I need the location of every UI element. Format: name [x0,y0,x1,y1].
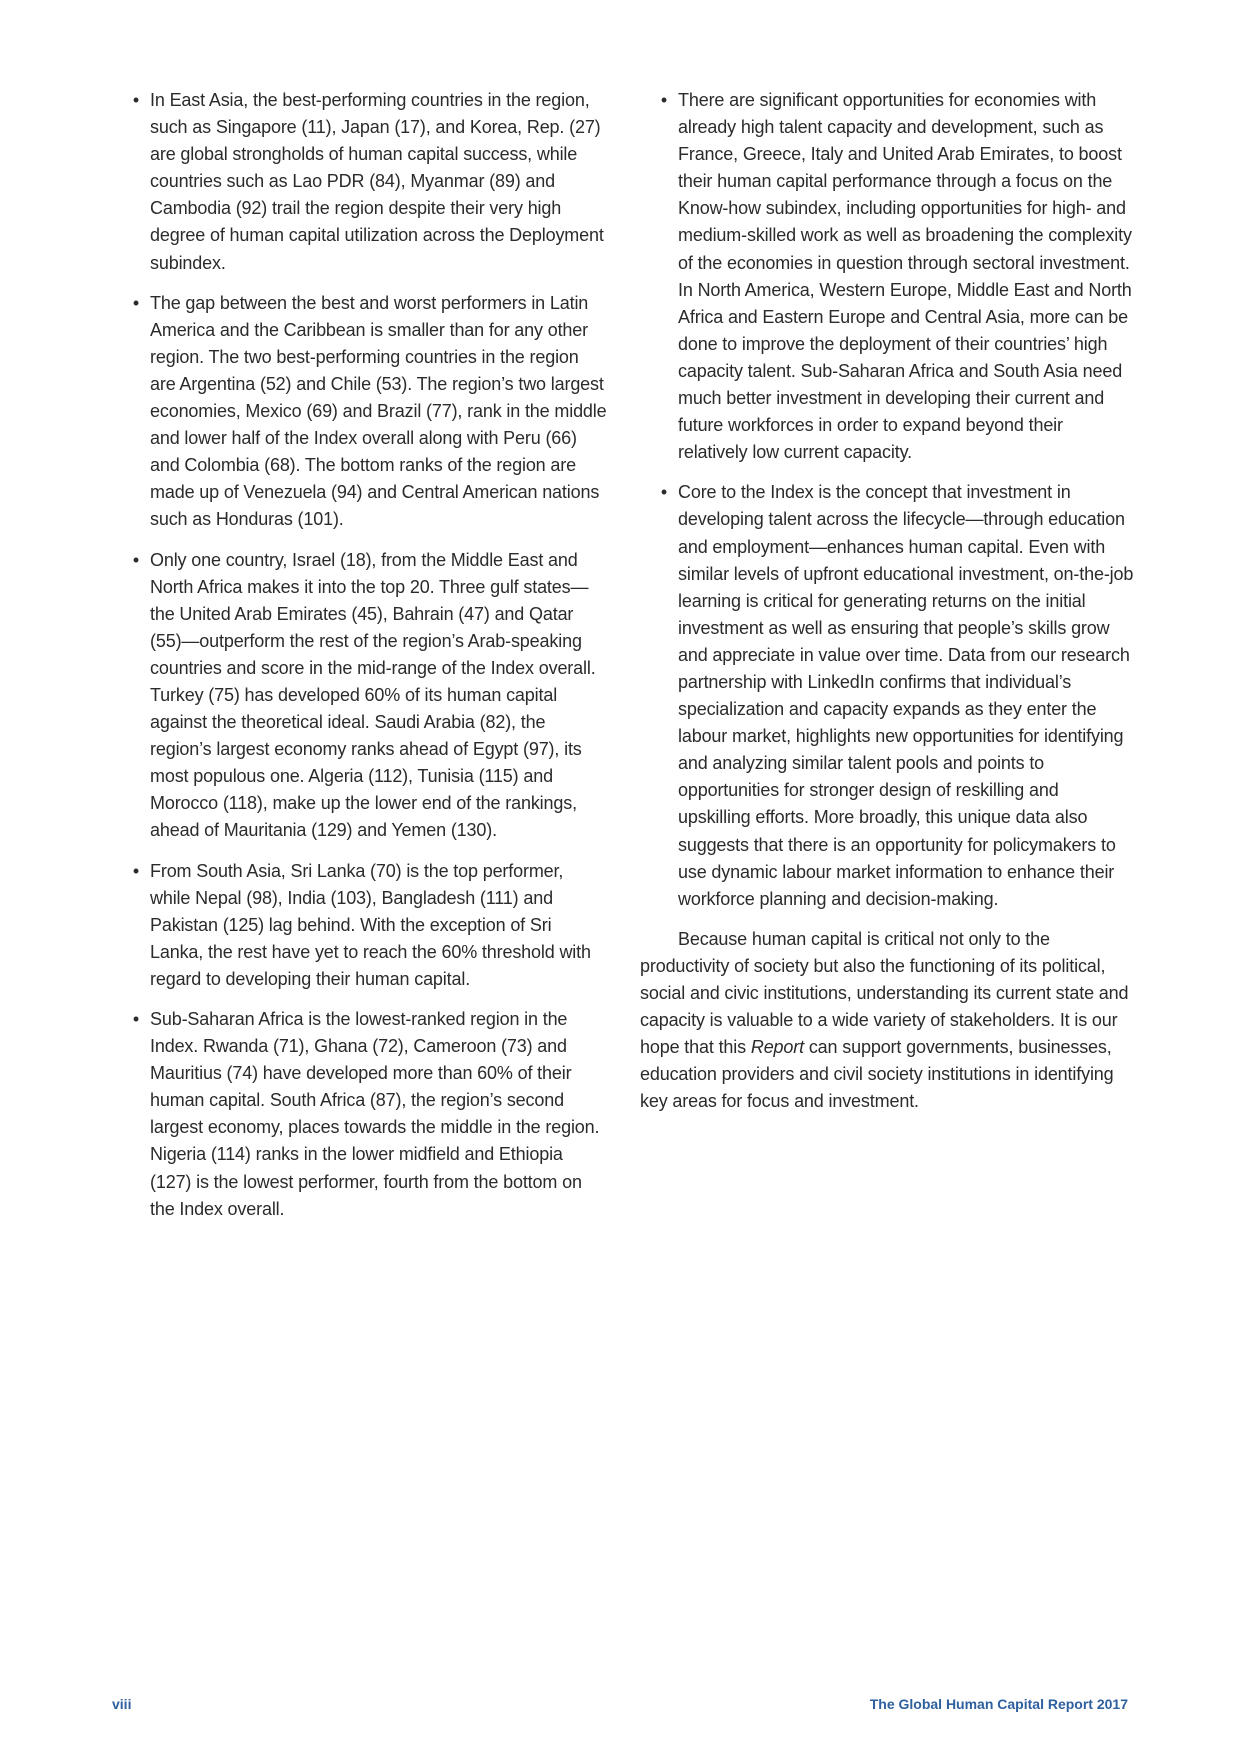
report-title-footer: The Global Human Capital Report 2017 [869,1696,1128,1712]
list-item-text: From South Asia, Sri Lanka (70) is the top performer, while Nepal (98), India (103), Bangladesh (111) and Pakistan (125) lag behind. With the exception of Sri Lanka, the rest have yet to reach the 60% threshold with regard to developing their human capital. [150,860,591,989]
list-item-text: Sub-Saharan Africa is the lowest-ranked region in the Index. Rwanda (71), Ghana (72), Cameroon (73) and Mauritius (74) have developed more than 60% of their human capital. South Africa (87), the region’s second largest economy, places towards the middle in the region. Nigeria (114) ranks in the lower midfield and Ethiopia (127) is the lowest performer, fourth from the bottom on the Index overall. [150,1009,600,1219]
report-italic: Report [750,1037,804,1058]
bullet-icon: • [132,292,140,313]
bullet-icon: • [132,549,140,570]
list-item-text: Only one country, Israel (18), from the Middle East and North Africa makes it into the top 20. Three gulf states—the United Arab Emirates (45), Bahrain (47) and Qatar (55)—outperform the rest of the region’s Arab-speaking countries and score in the mid-range of the Index overall. Turkey (75) has developed 60% of its human capital against the theoretical ideal. Saudi Arabia (82), the region’s largest economy ranks ahead of Egypt (97), its most populous one. Algeria (112), Tunisia (115) and Morocco (118), make up the lower end of the rankings, ahead of Mauritania (129) and Yemen (130). [150,549,596,841]
list-item-opportunities [640,87,1135,466]
page-number: viii [112,1696,132,1712]
left-bullet-list [130,87,608,1223]
list-item-south-asia [130,858,608,993]
list-item-middle-east [130,547,608,845]
bullet-icon: • [132,1009,140,1029]
bullet-icon: • [132,860,140,881]
closing-paragraph [640,926,1135,1116]
bullet-icon: • [132,90,140,110]
right-bullet-list [640,87,1135,913]
list-item-east-asia [130,87,608,277]
list-item-text: The gap between the best and worst performers in Latin America and the Caribbean is smaller than for any other region. The two best-performing countries in the region are Argentina (52) and Chile (53). The region’s two largest economies, Mexico (69) and Brazil (77), rank in the middle and lower half of the Index overall along with Peru (66) and Colombia (68). The bottom ranks of the region are made up of Venezuela (94) and Central American nations such as Honduras (101). [150,292,607,530]
list-item-text: There are significant opportunities for economies with already high talent capacity and development, such as France, Greece, Italy and United Arab Emirates, to boost their human capital performance through a focus on the Know-how subindex, including opportunities for high- and medium-skilled work as well as broadening the complexity of the economies in question through sectoral investment. In North America, Western Europe, Middle East and North Africa and Eastern Europe and Central Asia, more can be done to improve the deployment of their countries’ high capacity talent. Sub-Saharan Africa and South Asia need much better investment in developing their current and future workforces in order to expand beyond their relatively low current capacity. [678,90,1132,463]
closing-text-end: can support governments, businesses, education providers and civil society institutions in identifying key areas for focus and investment. [640,1037,1114,1112]
bullet-icon: • [660,482,668,503]
list-item-text: In East Asia, the best-performing countries in the region, such as Singapore (11), Japan (17), and Korea, Rep. (27) are global strongholds of human capital success, while countries such as Lao PDR (84), Myanmar (89) and Cambodia (92) trail the region despite their very high degree of human capital utilization across the Deployment subindex. [150,90,604,273]
list-item-latin-america [130,290,608,534]
list-item-text: Core to the Index is the concept that investment in developing talent across the lifecycle—through education and employment—enhances human capital. Even with similar levels of upfront educational investment, on-the-job learning is critical for generating returns on the initial investment as well as ensuring that people’s skills grow and appreciate in value over time. Data from our research partnership with LinkedIn confirms that individual’s specialization and capacity expands as they enter the labour market, highlights new opportunities for identifying and analyzing similar talent pools and points to opportunities for stronger design of reskilling and upskilling efforts. More broadly, this unique data also suggests that there is an opportunity for policymakers to use dynamic labour market information to enhance their workforce planning and decision-making. [678,482,1134,909]
left-column [130,87,608,1236]
right-column [640,87,1135,1115]
bullet-icon: • [660,90,668,110]
list-item-sub-saharan-africa [130,1006,608,1223]
list-item-index-concept [640,479,1135,913]
closing-text-start: Because human capital is critical not only to the productivity of society but also the functioning of its political, social and civic institutions, understanding its current state and capacity is valuable to a wide variety of stakeholders. It is our hope that this [640,928,1129,1058]
